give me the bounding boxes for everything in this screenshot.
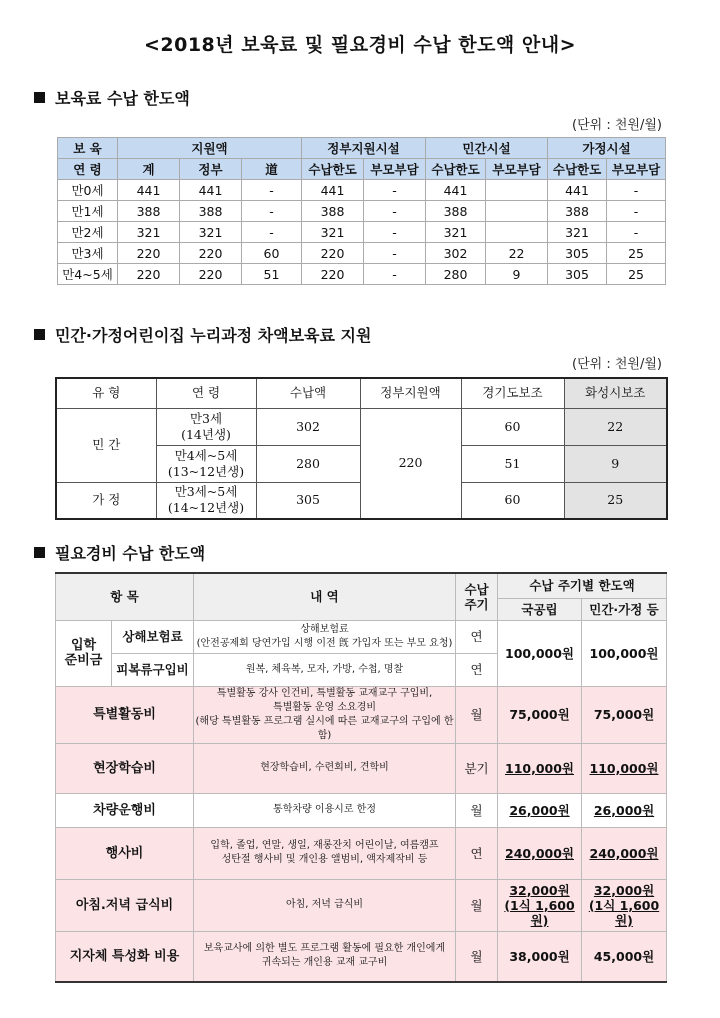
section-title: 민간·가정어린이집 누리과정 차액보육료 지원: [55, 326, 372, 345]
bullet-square-icon: [34, 547, 45, 558]
table-row-insurance: [56, 620, 667, 653]
item-detail: [194, 620, 456, 653]
page-title: <2018년 보육료 및 필요경비 수납 한도액 안내>: [143, 34, 577, 56]
item-name: 행사비: [56, 827, 194, 879]
amount-national: 240,000원: [498, 827, 582, 879]
type-cell: 가 정: [56, 482, 156, 519]
value-cell: -: [364, 243, 426, 264]
header-private: 민간·가정 등: [582, 598, 667, 620]
subheader: 부모부담: [364, 159, 426, 180]
amount-private: 110,000원: [582, 743, 667, 793]
header-national: 국공립: [498, 598, 582, 620]
value-cell: 388: [302, 201, 364, 222]
section-heading-nuri: [34, 323, 371, 346]
value-cell: 25: [607, 243, 666, 264]
gyeonggi-cell: 60: [461, 408, 564, 445]
age-cell: 만4~5세: [58, 264, 118, 285]
amount-private: 75,000원: [582, 686, 667, 743]
value-cell: 280: [426, 264, 486, 285]
value-cell: 441: [426, 180, 486, 201]
header-cycle-line: 주기: [464, 596, 489, 612]
item-cycle: 연: [456, 653, 498, 686]
gyeonggi-cell: 51: [461, 445, 564, 482]
header-detail: 내 역: [194, 573, 456, 620]
value-cell: 220: [180, 243, 242, 264]
amount-national: 100,000원: [498, 620, 582, 686]
value-cell: -: [607, 180, 666, 201]
subheader: 道: [242, 159, 302, 180]
section-title: 보육료 수납 한도액: [55, 89, 190, 108]
subheader: 수납한도: [548, 159, 607, 180]
item-detail: [194, 686, 456, 743]
value-cell: 388: [180, 201, 242, 222]
value-cell: -: [364, 222, 426, 243]
value-cell: 9: [486, 264, 548, 285]
group-header: 민간시설: [426, 138, 548, 159]
value-cell: -: [364, 201, 426, 222]
value-cell: 220: [302, 264, 364, 285]
detail-line: 보육교사에 의한 별도 프로그램 활동에 필요한 개인에게: [203, 943, 446, 955]
table-row: [58, 264, 666, 285]
value-cell: 220: [180, 264, 242, 285]
item-detail: 원복, 체육복, 모자, 가방, 수첩, 명찰: [194, 653, 456, 686]
value-cell: 441: [118, 180, 180, 201]
age-cell: [156, 408, 256, 445]
table-subheader-row: [58, 159, 666, 180]
age-line: 만3세: [189, 410, 223, 426]
age-cell: 만1세: [58, 201, 118, 222]
header-cell: 정부지원액: [360, 378, 461, 408]
value-cell: 60: [242, 243, 302, 264]
age-cell: 만0세: [58, 180, 118, 201]
value-cell: 441: [548, 180, 607, 201]
value-cell: 305: [548, 243, 607, 264]
item-detail: [194, 827, 456, 879]
age-line: (14~12년생): [167, 500, 245, 516]
item-detail: 아침, 저녁 급식비: [194, 879, 456, 931]
age-line: 만4세~5세: [174, 447, 238, 463]
amount-line: 32,000원: [593, 882, 655, 898]
item-cycle: 월: [456, 686, 498, 743]
value-cell: 305: [548, 264, 607, 285]
subheader: 수납한도: [426, 159, 486, 180]
age-line: 만3세~5세: [174, 484, 238, 500]
item-cycle: 월: [456, 793, 498, 827]
amount-line: 32,000원: [509, 882, 570, 898]
table-row: [58, 243, 666, 264]
type-cell: 민 간: [56, 408, 156, 482]
value-cell: 321: [180, 222, 242, 243]
subheader: 부모부담: [486, 159, 548, 180]
age-cell: [156, 445, 256, 482]
amount-national: [498, 879, 582, 931]
header-cycle: [456, 573, 498, 620]
age-cell: 만2세: [58, 222, 118, 243]
amount-cell: 305: [256, 482, 360, 519]
table-row-events: [56, 827, 667, 879]
table-row: [56, 408, 667, 445]
detail-line: 성탄절 행사비 및 개인용 앨범비, 액자제작비 등: [221, 854, 428, 865]
amount-national: 110,000원: [498, 743, 582, 793]
header-cell: 연 령: [156, 378, 256, 408]
unit-label: (단위 : 천원/월): [572, 118, 662, 133]
subheader: 수납한도: [302, 159, 364, 180]
table-row: [58, 180, 666, 201]
value-cell: 25: [607, 264, 666, 285]
amount-national: 26,000원: [498, 793, 582, 827]
amount-private: 240,000원: [582, 827, 667, 879]
value-cell: 388: [548, 201, 607, 222]
detail-line: 상해보험료: [300, 623, 349, 635]
value-cell: 302: [426, 243, 486, 264]
item-name: 상해보험료: [112, 620, 194, 653]
item-name: 특별활동비: [56, 686, 194, 743]
section-heading-tuition: [34, 86, 190, 109]
bullet-square-icon: [34, 92, 45, 103]
value-cell: 321: [426, 222, 486, 243]
header-limit: 수납 주기별 한도액: [498, 573, 667, 598]
table-body: [58, 180, 666, 285]
value-cell: [486, 201, 548, 222]
amount-private: 45,000원: [582, 931, 667, 982]
value-cell: 51: [242, 264, 302, 285]
table-row-vehicle: [56, 793, 667, 827]
item-cycle: 월: [456, 879, 498, 931]
item-cycle: 연: [456, 827, 498, 879]
amount-national: 38,000원: [498, 931, 582, 982]
amount-line: (1식 1,600원): [588, 897, 660, 928]
tuition-limit-table: [57, 137, 666, 285]
value-cell: 441: [180, 180, 242, 201]
group-header: 가정시설: [548, 138, 666, 159]
amount-private: 100,000원: [582, 620, 667, 686]
subheader: 부모부담: [607, 159, 666, 180]
value-cell: -: [607, 222, 666, 243]
age-cell: 만3세: [58, 243, 118, 264]
hwaseong-cell: 25: [564, 482, 667, 519]
category-line: 준비금: [64, 653, 103, 668]
table-row-meals: [56, 879, 667, 931]
item-detail: [194, 931, 456, 982]
age-header: 보 육: [58, 138, 118, 159]
detail-line: 특별활동 운영 소요경비: [273, 701, 376, 713]
value-cell: [486, 222, 548, 243]
subheader: 정부: [180, 159, 242, 180]
section-title: 필요경비 수납 한도액: [55, 544, 206, 563]
value-cell: [486, 180, 548, 201]
item-cycle: 분기: [456, 743, 498, 793]
nuri-support-table: [55, 377, 668, 520]
value-cell: 220: [118, 243, 180, 264]
detail-line: 특별활동 강사 인건비, 특별활동 교재교구 구입비,: [216, 687, 433, 699]
age-cell: [156, 482, 256, 519]
item-detail: 통학차량 이용시로 한정: [194, 793, 456, 827]
expense-limit-table: [55, 572, 667, 983]
group-header: 지원액: [118, 138, 302, 159]
entry-category: [56, 620, 112, 686]
detail-line: 귀속되는 개인용 교재 교구비: [261, 957, 388, 969]
header-cycle-line: 수납: [464, 581, 489, 597]
header-cell: 화성시보조: [564, 378, 667, 408]
detail-line: (안전공제회 당연가입 시행 이전 旣 가입자 또는 부모 요청): [196, 637, 453, 649]
item-cycle: 연: [456, 620, 498, 653]
value-cell: -: [242, 222, 302, 243]
table-row-field-trip: [56, 743, 667, 793]
header-cell: 경기도보조: [461, 378, 564, 408]
subheader: 계: [118, 159, 180, 180]
value-cell: -: [242, 201, 302, 222]
item-name: 아침.저녁 급식비: [56, 879, 194, 931]
value-cell: -: [607, 201, 666, 222]
table-header-row: [58, 138, 666, 159]
value-cell: -: [242, 180, 302, 201]
value-cell: 22: [486, 243, 548, 264]
gov-support-cell: 220: [360, 408, 461, 519]
value-cell: 321: [548, 222, 607, 243]
value-cell: 220: [302, 243, 364, 264]
table-row-local: [56, 931, 667, 982]
header-cell: 수납액: [256, 378, 360, 408]
table-header-row: [56, 573, 667, 598]
amount-private: 26,000원: [582, 793, 667, 827]
hwaseong-cell: 22: [564, 408, 667, 445]
item-name: 지자체 특성화 비용: [56, 931, 194, 982]
age-line: (14년생): [181, 426, 231, 442]
value-cell: 388: [426, 201, 486, 222]
detail-line: 입학, 졸업, 연말, 생일, 재롱잔치 어린이날, 여름캠프: [210, 840, 439, 851]
item-name: 현장학습비: [56, 743, 194, 793]
unit-label: (단위 : 천원/월): [572, 357, 662, 372]
amount-national: 75,000원: [498, 686, 582, 743]
section-heading-expenses: [34, 541, 205, 564]
amount-private: [582, 879, 667, 931]
amount-cell: 302: [256, 408, 360, 445]
item-cycle: 월: [456, 931, 498, 982]
value-cell: 220: [118, 264, 180, 285]
table-header-row: [56, 378, 667, 408]
table-row: [58, 222, 666, 243]
age-line: (13~12년생): [167, 463, 245, 479]
amount-line: (1식 1,600원): [504, 897, 575, 928]
detail-line: (해당 특별활동 프로그램 실시에 따른 교재교구의 구입에 한함): [195, 715, 454, 741]
header-item: 항 목: [56, 573, 194, 620]
bullet-square-icon: [34, 329, 45, 340]
value-cell: -: [364, 264, 426, 285]
item-name: 차량운행비: [56, 793, 194, 827]
item-name: 피복류구입비: [112, 653, 194, 686]
value-cell: -: [364, 180, 426, 201]
group-header: 정부지원시설: [302, 138, 426, 159]
value-cell: 321: [302, 222, 364, 243]
table-row: [58, 201, 666, 222]
header-cell: 유 형: [56, 378, 156, 408]
age-header: 연 령: [58, 159, 118, 180]
hwaseong-cell: 9: [564, 445, 667, 482]
table-row-special: [56, 686, 667, 743]
category-line: 입학: [70, 638, 97, 653]
value-cell: 321: [118, 222, 180, 243]
item-detail: 현장학습비, 수련회비, 견학비: [194, 743, 456, 793]
amount-cell: 280: [256, 445, 360, 482]
gyeonggi-cell: 60: [461, 482, 564, 519]
value-cell: 388: [118, 201, 180, 222]
value-cell: 441: [302, 180, 364, 201]
